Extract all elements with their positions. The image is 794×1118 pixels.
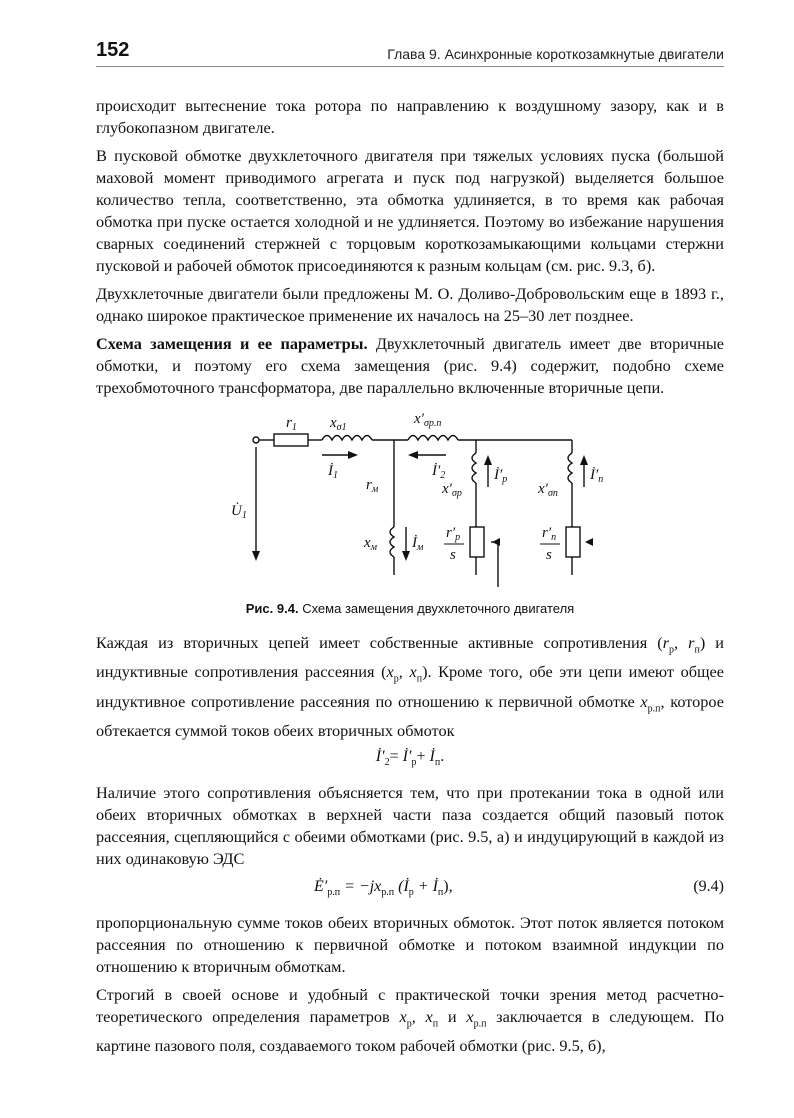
f2-body-sub: р.п xyxy=(381,886,395,898)
p8-x3: x xyxy=(466,1006,474,1026)
f2-open: (İ xyxy=(398,877,409,895)
f2-lhs: Ė′ xyxy=(314,877,328,895)
page-number: 152 xyxy=(96,39,130,61)
caption-text: Схема замещения двухклеточного двигателя xyxy=(298,601,575,616)
paragraph-4-text: Двухклеточный двигатель имеет две вторичные обмотки, и поэтому его схема замещения (рис. 9.4) содержит, подобно схеме трехобмоточного трансформатора, две параллельно включенные вторичные цепи. xyxy=(96,334,724,397)
p5-text-d: , которое обтекается суммой токов обеих вторичных обмоток xyxy=(96,691,724,740)
formula-emf xyxy=(96,878,724,904)
p8-x2-sub: п xyxy=(432,1018,439,1029)
f2-o-sub: р xyxy=(408,886,414,898)
f1-lhs: İ′ xyxy=(375,747,385,765)
p8-text-a: Строгий в своей основе и удобный с практической точки зрения метод расчетно-теоретического определения параметров xyxy=(96,984,724,1026)
f1-plus: + xyxy=(416,747,426,765)
inline-x-sub-p: р xyxy=(393,673,399,685)
p8-x1-sub: р xyxy=(406,1018,412,1029)
label-I2: $İ'_2$ xyxy=(432,463,446,481)
label-x-sigma1: $x_{\sigma 1}$ xyxy=(330,415,347,433)
paragraph-7: пропорциональную сумме токов обеих вторичных обмоток. Этот поток является потоком рассеяния по отношению к первичной обмотке и потоком взаимной индукции по отношению к вторичным обмоткам. xyxy=(96,912,724,976)
label-rr-den: s xyxy=(450,547,456,563)
label-rr-num: $r'_р$ xyxy=(446,525,461,543)
formula-number: (9.4) xyxy=(693,877,724,895)
label-Ir: $İ'_р$ xyxy=(494,467,508,485)
inline-x-3: x xyxy=(640,691,648,711)
f2-close: ), xyxy=(443,877,453,895)
f2-lhs-sub: р.п xyxy=(327,886,341,898)
f2-plus: + İ xyxy=(413,877,438,895)
label-rm: $r_м$ xyxy=(366,477,379,495)
paragraph-2: В пусковой обмотке двухклеточного двигателя при тяжелых условиях пуска (большой маховой момент приводимого агрегата и пуск под нагрузкой) выделяется большое количество тепла, соответственно, эта обмотка удлиняется, в то время как рабочая обмотка при пуске остается холодной и не удлиняется. Поэтому во избежание нарушения сварных соединений стержней с торцовым короткозамыкающими кольцами стержни пусковой и рабочей обмоток присоединяются к разным кольцам (см. рис. 9.3, б). xyxy=(96,146,724,275)
label-rp-den: s xyxy=(546,547,552,563)
p8-comma: , xyxy=(411,1006,426,1026)
label-rp-num: $r'_п$ xyxy=(542,525,557,543)
formula-emf-body xyxy=(314,878,453,898)
f1-t2-sub: п xyxy=(434,756,441,768)
paragraph-6: Наличие этого сопротивления объясняется тем, что при протекании тока в одной или обеих вторичных обмотках в верхней части паза создается общий пазовый поток рассеяния, сцепляющийся с обеими обмотками (рис. 9.5, а) и индуцирующий в каждой из них одинаковую ЭДС xyxy=(96,782,724,868)
f1-eq: = xyxy=(389,747,399,765)
f2-body: = −jx xyxy=(344,877,382,895)
inline-x-2: x xyxy=(409,662,417,682)
page xyxy=(96,36,724,1057)
label-I1: $İ_1$ xyxy=(328,463,338,481)
equivalent-circuit-diagram xyxy=(96,407,724,597)
p8-x2: x xyxy=(425,1006,433,1026)
label-Ip: $İ'_п$ xyxy=(590,467,604,485)
paragraph-1: происходит вытеснение тока ротора по направлению к воздушному зазору, как и в глубокопазном двигателе. xyxy=(96,96,724,137)
inline-comma-2: , xyxy=(398,662,410,682)
label-r1: $r_1$ xyxy=(286,415,297,433)
inline-x: x xyxy=(386,662,394,682)
p8-text-b: заключается в следующем. По картине пазового поля, создаваемого током рабочей обмотки (рис. 9.5, б), xyxy=(96,1006,724,1055)
chapter-title: Глава 9. Асинхронные короткозамкнутые двигатели xyxy=(387,46,724,62)
formula-currents xyxy=(96,748,724,772)
inline-r-sub-p: р xyxy=(669,644,675,656)
f1-lhs-sub: 2 xyxy=(384,756,390,768)
page-header xyxy=(96,36,724,67)
paragraph-8: Строгий в своей основе и удобный с практической точки зрения метод расчетно-теоретического определения параметров $x_р$, $x_п$ и $x_{р.п}$ заключается в следующем. По картине пазового поля, создаваемого током рабочей обмотки (рис. 9.5, б), xyxy=(96,984,724,1055)
p5-text-c: ). Кроме того, обе эти цепи имеют общее индуктивное сопротивление рассеяния по отношению к первичной обмотке xyxy=(96,662,725,711)
paragraph-4 xyxy=(96,333,724,399)
p8-x3-sub: р.п xyxy=(473,1018,487,1029)
inline-x-sub-n: п xyxy=(416,673,423,685)
label-Im: $İ_м$ xyxy=(412,535,424,553)
f1-t1: İ′ xyxy=(402,747,412,765)
caption-label: Рис. 9.4. xyxy=(245,601,299,616)
f2-p-sub: п xyxy=(437,886,444,898)
label-x-sigma-p: $x'_{\sigma п}$ xyxy=(538,481,558,499)
inline-r: r xyxy=(662,633,670,652)
f1-end: . xyxy=(440,747,445,765)
label-xm: $x_м$ xyxy=(364,535,378,553)
inline-comma: , xyxy=(674,633,689,652)
circuit-figure xyxy=(96,407,724,597)
p5-text-b: ) и индуктивные сопротивления рассеяния ( xyxy=(96,633,725,682)
section-heading: Схема замещения и ее параметры. xyxy=(96,334,368,353)
inline-x-sub-pn: р.п xyxy=(647,702,661,714)
p5-text-a: Каждая из вторичных цепей имеет собственные активные сопротивления ( xyxy=(96,633,663,652)
inline-r-sub-n: п xyxy=(694,644,700,656)
p8-x1: x xyxy=(399,1006,407,1026)
inline-r-2: r xyxy=(688,633,695,652)
label-U1: $U̇_1$ xyxy=(231,503,247,521)
f1-t2: İ xyxy=(429,747,435,765)
f1-t1-sub: р xyxy=(411,756,417,768)
figure-caption xyxy=(96,601,724,616)
paragraph-3: Двухклеточные двигатели были предложены М. О. Доливо-Добровольским еще в 1893 г., однако широкое практическое применение их началось на 25–30 лет позднее. xyxy=(96,284,724,325)
paragraph-5 xyxy=(96,632,724,742)
label-x-sigma-r: $x'_{\sigma р}$ xyxy=(442,481,462,499)
label-x-sigma-rp: $x'_{\sigma р.п}$ xyxy=(414,411,442,429)
